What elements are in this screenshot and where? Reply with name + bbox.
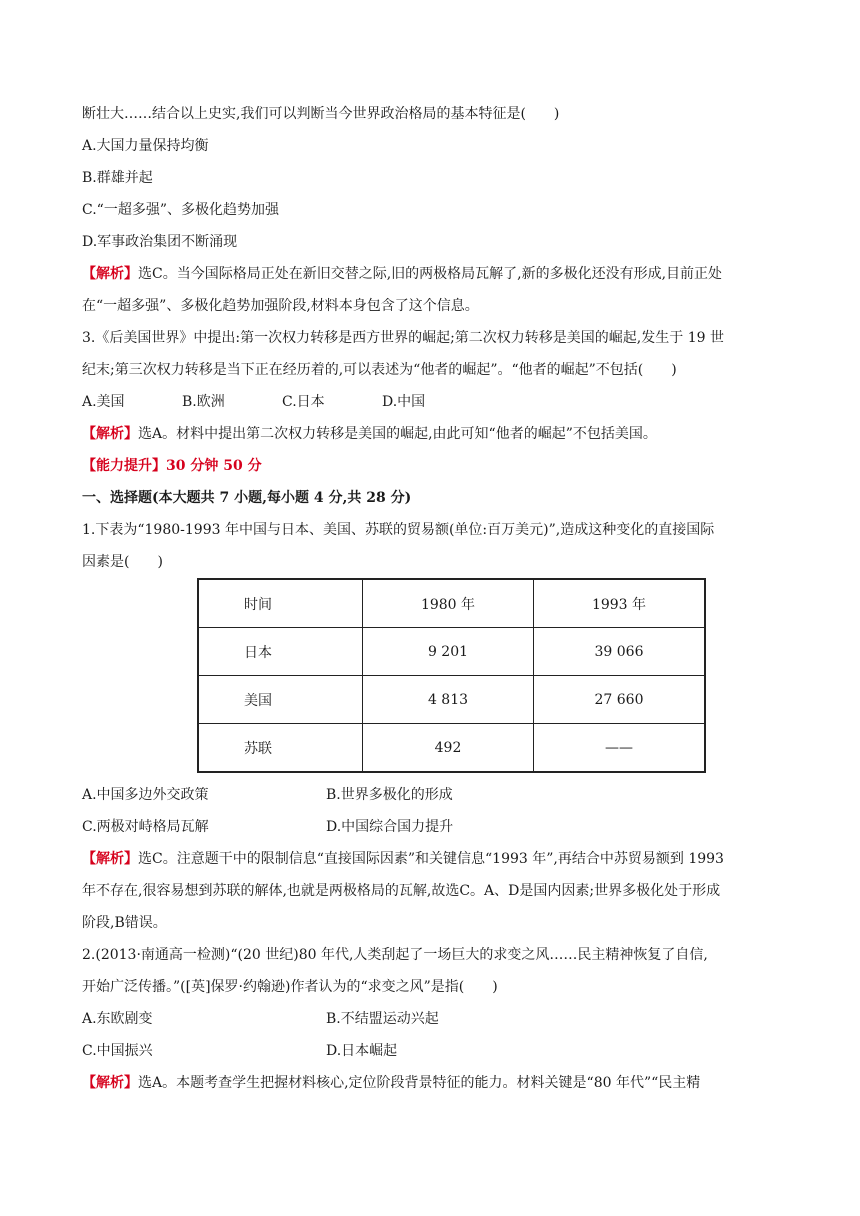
table-header-cell: 时间 [198,579,363,628]
q3-option-a: A.美国 [82,394,125,410]
q3-analysis [82,424,792,444]
p2-options-row-1 [82,1009,792,1029]
q2-option-d: D.军事政治集团不断涌现 [82,234,238,250]
table-header-cell: 1993 年 [534,579,706,628]
table-cell: —— [534,724,706,773]
p1-option-d: D.中国综合国力提升 [326,819,454,835]
section-title: 【能力提升】30 分钟 50 分 [82,458,262,474]
q3-option-c: C.日本 [282,394,325,410]
p1-analysis-text: 选C。注意题干中的限制信息“直接国际因素”和关键信息“1993 年”,再结合中苏贸易额到 1993 [138,851,724,867]
analysis-tag: 【解析】 [82,1075,138,1091]
table-cell: 39 066 [534,628,706,676]
table-cell: 27 660 [534,676,706,724]
table-cell: 美国 [198,676,363,724]
document-page [82,104,792,1093]
table-cell: 苏联 [198,724,363,773]
q3-stem-line-1: 3.《后美国世界》中提出:第一次权力转移是西方世界的崛起;第二次权力转移是美国的崛起,发生于 19 世 [82,330,724,346]
q3-options [82,392,792,412]
p1-analysis-line-1 [82,849,792,869]
table-row [198,724,705,773]
analysis-tag: 【解析】 [82,266,138,282]
table-header-cell: 1980 年 [363,579,534,628]
p1-option-a: A.中国多边外交政策 [82,787,209,803]
table-header-row [198,579,705,628]
q3-option-d: D.中国 [382,394,426,410]
section-subtitle: 一、选择题(本大题共 7 小题,每小题 4 分,共 28 分) [82,490,412,506]
q3-analysis-text: 选A。材料中提出第二次权力转移是美国的崛起,由此可知“他者的崛起”不包括美国。 [138,426,657,442]
p1-options-row-2 [82,817,792,837]
q2-analysis-line-1 [82,264,792,284]
p2-stem-line-2: 开始广泛传播。”([英]保罗·约翰逊)作者认为的“求变之风”是指( ) [82,979,498,995]
p1-analysis-line-3: 阶段,B错误。 [82,915,167,931]
p2-option-d: D.日本崛起 [326,1043,398,1059]
p2-option-b: B.不结盟运动兴起 [326,1011,439,1027]
p1-option-b: B.世界多极化的形成 [326,787,453,803]
q3-stem-line-2: 纪末;第三次权力转移是当下正在经历着的,可以表述为“他者的崛起”。“他者的崛起”不包括( ) [82,362,677,378]
p2-option-a: A.东欧剧变 [82,1011,153,1027]
p1-stem-line-2: 因素是( ) [82,554,163,570]
analysis-tag: 【解析】 [82,851,138,867]
table-cell: 492 [363,724,534,773]
p2-analysis-line-1 [82,1073,792,1093]
p2-options-row-2 [82,1041,792,1061]
table-cell: 日本 [198,628,363,676]
q2-option-a: A.大国力量保持均衡 [82,138,209,154]
analysis-tag: 【解析】 [82,426,138,442]
table-cell: 4 813 [363,676,534,724]
table-row [198,628,705,676]
p2-stem-line-1: 2.(2013·南通高一检测)“(20 世纪)80 年代,人类刮起了一场巨大的求变之风……民主精神恢复了自信, [82,947,708,963]
q2-option-c: C.“一超多强”、多极化趋势加强 [82,202,279,218]
q2-stem-end: 断壮大……结合以上史实,我们可以判断当今世界政治格局的基本特征是( ) [82,106,560,122]
p1-stem-line-1: 1.下表为“1980-1993 年中国与日本、美国、苏联的贸易额(单位:百万美元)”,造成这种变化的直接国际 [82,522,715,538]
p1-options-row-1 [82,785,792,805]
q2-option-b: B.群雄并起 [82,170,153,186]
q3-option-b: B.欧洲 [182,394,225,410]
q2-analysis-text: 选C。当今国际格局正处在新旧交替之际,旧的两极格局瓦解了,新的多极化还没有形成,目前正处 [138,266,723,282]
p1-option-c: C.两极对峙格局瓦解 [82,819,209,835]
p1-analysis-line-2: 年不存在,很容易想到苏联的解体,也就是两极格局的瓦解,故选C。A、D是国内因素;世界多极化处于形成 [82,883,721,899]
table-cell: 9 201 [363,628,534,676]
q2-analysis-line-2: 在“一超多强”、多极化趋势加强阶段,材料本身包含了这个信息。 [82,298,479,314]
trade-table [197,578,706,773]
table-row [198,676,705,724]
p2-option-c: C.中国振兴 [82,1043,153,1059]
p2-analysis-text: 选A。本题考查学生把握材料核心,定位阶段背景特征的能力。材料关键是“80 年代”“民主精 [138,1075,701,1091]
